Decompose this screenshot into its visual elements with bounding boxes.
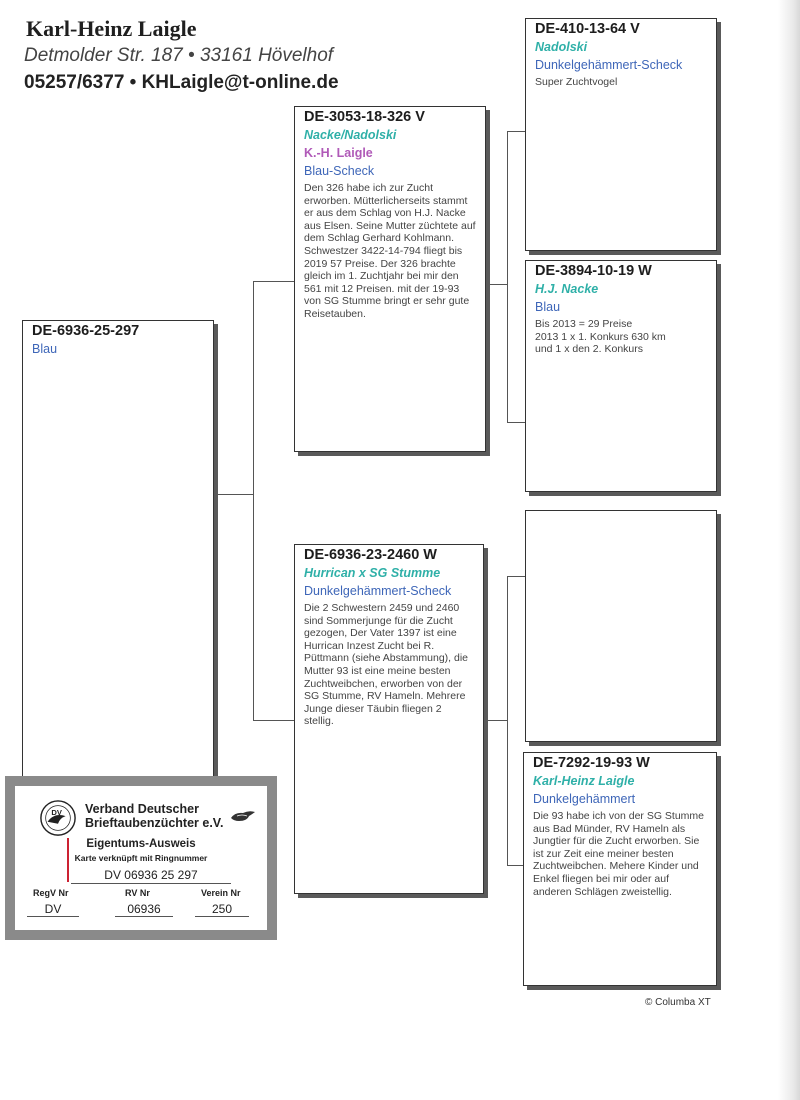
sire-sire-breeder: Nadolski [535,40,588,54]
subject-card [22,320,214,782]
connector-line [507,131,508,423]
sire-dam-notes: Bis 2013 = 29 Preise 2013 1 x 1. Konkurs 630 km und 1 x den 2. Konkurs [535,318,666,356]
sire-sire-ring-number: DE-410-13-64 V [535,21,640,37]
connector-line [485,284,507,285]
dam-card [294,544,484,894]
dam-sire-card [525,510,717,742]
ownership-id-card [5,776,277,940]
connector-line [253,281,294,282]
pigeon-icon [229,808,257,824]
dam-dam-notes: Die 93 habe ich von der SG Stumme aus Bad Münder, RV Hameln als Jungtier für die Zucht erworben. Sie ist zur Zeit eine meiner besten Zuchtweibchen. Mehere Kinder und Enkel fliegen bei mir oder auf anderen Schlägen zweistellig. [533,810,705,898]
connector-line [507,576,525,577]
id-card-body [15,786,267,930]
owner-contact: 05257/6377 • KHLaigle@t-online.de [24,72,339,93]
association-name-line2: Brieftaubenzüchter e.V. [85,816,224,830]
connector-line [507,131,525,132]
connector-line [253,720,294,721]
dam-dam-card [523,752,717,986]
connector-line [483,720,507,721]
verein-value: 250 [195,902,249,917]
connector-line [507,576,508,866]
dam-notes: Die 2 Schwestern 2459 und 2460 sind Sommerjunge für die Zucht gezogen, Der Vater 1397 ist eine Hurrican Inzest Zucht bei R. Püttmann (siehe Abstammung), die Mutter 93 ist eine meine besten Zuchtweibchen, erworben von der SG Stumme, RV Hameln. Mehrere Junge dieser Täubin fliegen 2 stellig. [304,602,469,728]
id-card-title: Eigentums-Ausweis [86,838,196,850]
sire-dam-color: Blau [535,300,561,314]
id-card-subtitle: Karte verknüpft mit Ringnummer [74,853,208,863]
sire-color: Blau-Scheck [304,164,375,178]
verein-label: Verein Nr [201,888,241,898]
dam-color: Dunkelgehämmert-Scheck [304,584,452,598]
sire-dam-card [525,260,717,492]
dam-dam-color: Dunkelgehämmert [533,792,636,806]
connector-line [253,281,254,721]
sire-owner: K.-H. Laigle [304,146,373,160]
sire-breeder: Nacke/Nadolski [304,128,397,142]
association-logo-icon [39,799,77,837]
subject-color: Blau [32,342,58,356]
sire-sire-card [525,18,717,251]
page-edge [778,0,800,1100]
dam-dam-breeder: Karl-Heinz Laigle [533,774,635,788]
sire-notes: Den 326 habe ich zur Zucht erworben. Mütterlicherseits stammt er aus dem Schlag von H.J. Nacke aus Elsen. Seine Mutter züchtete auf dem Schlag Gerhard Kohlmann. Schwestzer 3422-14-794 fliegt bis 2019 57 Preise. Der 326 brachte gleich im 1. Zuchtjahr bei mir den 561 mit 12 Preisen. mit der 19-93 von SG Stumme bringt er sehr gute Reisetauben. [304,182,476,320]
regv-value: DV [27,902,79,917]
id-card-ring-number: DV 06936 25 297 [71,868,231,884]
regv-label: RegV Nr [33,888,69,898]
rv-label: RV Nr [125,888,150,898]
sire-sire-notes: Super Zuchtvogel [535,76,618,88]
sire-sire-color: Dunkelgehämmert-Scheck [535,58,683,72]
owner-address: Detmolder Str. 187 • 33161 Hövelhof [24,45,334,66]
subject-ring-number: DE-6936-25-297 [32,323,140,339]
sire-card [294,106,486,452]
connector-line [213,494,253,495]
dam-breeder: Hurrican x SG Stumme [304,566,441,580]
rv-value: 06936 [115,902,173,917]
sire-dam-breeder: H.J. Nacke [535,282,599,296]
association-name-line1: Verband Deutscher [85,802,199,816]
dam-dam-ring-number: DE-7292-19-93 W [533,755,650,771]
association-name [85,802,223,830]
dam-ring-number: DE-6936-23-2460 W [304,547,437,563]
owner-name: Karl-Heinz Laigle [26,16,197,41]
sire-dam-ring-number: DE-3894-10-19 W [535,263,652,279]
logo-letters: DV [51,808,62,818]
copyright-notice: © Columba XT [645,997,711,1008]
connector-line [507,422,525,423]
sire-ring-number: DE-3053-18-326 V [304,109,425,125]
